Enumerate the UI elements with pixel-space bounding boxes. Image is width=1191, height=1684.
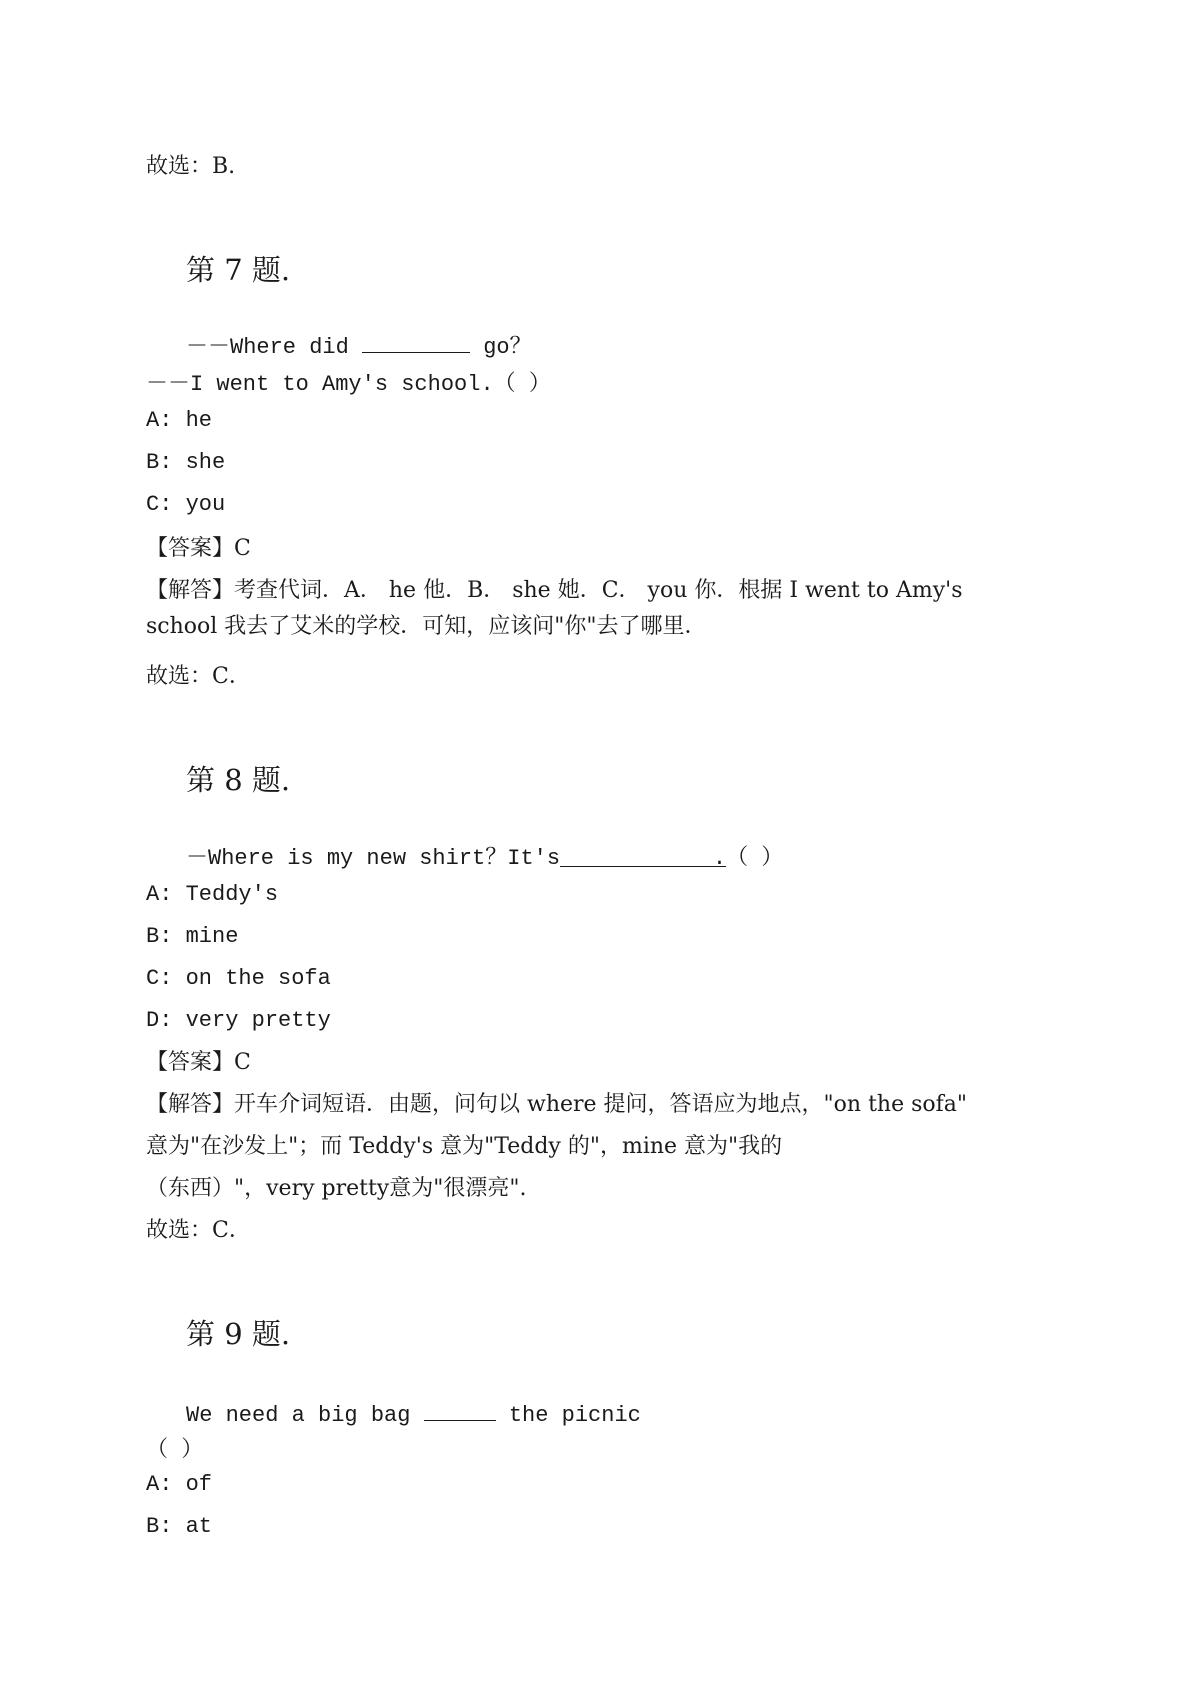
q8-explanation-line1: 【解答】开车介词短语．由题，问句以 where 提问，答语应为地点，"on the sofa" bbox=[146, 1092, 968, 1117]
q9-question-after: the picnic bbox=[495, 1403, 641, 1428]
q9-answer-blank bbox=[424, 1398, 496, 1421]
q7-answer-blank bbox=[362, 330, 470, 353]
q8-question-after: （ ） bbox=[726, 846, 784, 871]
q8-option-a: A: Teddy's bbox=[146, 882, 279, 907]
q9-question-before: We need a big bag bbox=[186, 1403, 424, 1428]
q9-question bbox=[186, 1398, 641, 1431]
q7-choice: 故选：C． bbox=[146, 664, 251, 689]
q6-choice: 故选：B. bbox=[146, 154, 236, 179]
q9-question-line2: （ ） bbox=[146, 1438, 204, 1463]
q7-question bbox=[186, 330, 532, 363]
q8-answer-blank bbox=[560, 844, 727, 871]
q8-question-before: －Where is my new shirt？It's bbox=[186, 846, 561, 871]
q7-option-b: B: she bbox=[146, 450, 226, 475]
q8-option-d: D: very pretty bbox=[146, 1008, 331, 1033]
q7-question-line2: －－I went to Amy's school.（ ） bbox=[146, 372, 551, 397]
q7-explanation-line1: 【解答】考查代词．A． he 他．B． she 她．C． you 你．根据 I went to Amy's bbox=[146, 578, 963, 603]
q9-option-b: B: at bbox=[146, 1514, 213, 1539]
q7-question-after: go？ bbox=[470, 335, 532, 360]
q9-heading: 第 9 题. bbox=[186, 1317, 291, 1351]
q9-option-a: A: of bbox=[146, 1472, 213, 1497]
q8-option-b: B: mine bbox=[146, 924, 239, 949]
q8-question bbox=[186, 844, 783, 874]
q8-explanation-line3: （东西）"，very pretty意为"很漂亮". bbox=[146, 1176, 527, 1201]
q7-question-before: －－Where did bbox=[186, 335, 363, 360]
q8-option-c: C: on the sofa bbox=[146, 966, 331, 991]
q8-blank-mark: . bbox=[712, 846, 727, 871]
q7-option-c: C: you bbox=[146, 492, 226, 517]
q7-answer: 【答案】C bbox=[146, 536, 251, 561]
q7-explanation-line2: school 我去了艾米的学校．可知，应该问"你"去了哪里． bbox=[146, 614, 707, 639]
q8-answer: 【答案】C bbox=[146, 1050, 251, 1075]
q7-heading: 第 7 题. bbox=[186, 253, 291, 287]
q8-heading: 第 8 题. bbox=[186, 763, 291, 797]
q8-explanation-line2: 意为"在沙发上"；而 Teddy's 意为"Teddy 的"，mine 意为"我的 bbox=[146, 1134, 783, 1159]
q8-choice: 故选：C． bbox=[146, 1218, 251, 1243]
q7-option-a: A: he bbox=[146, 408, 213, 433]
